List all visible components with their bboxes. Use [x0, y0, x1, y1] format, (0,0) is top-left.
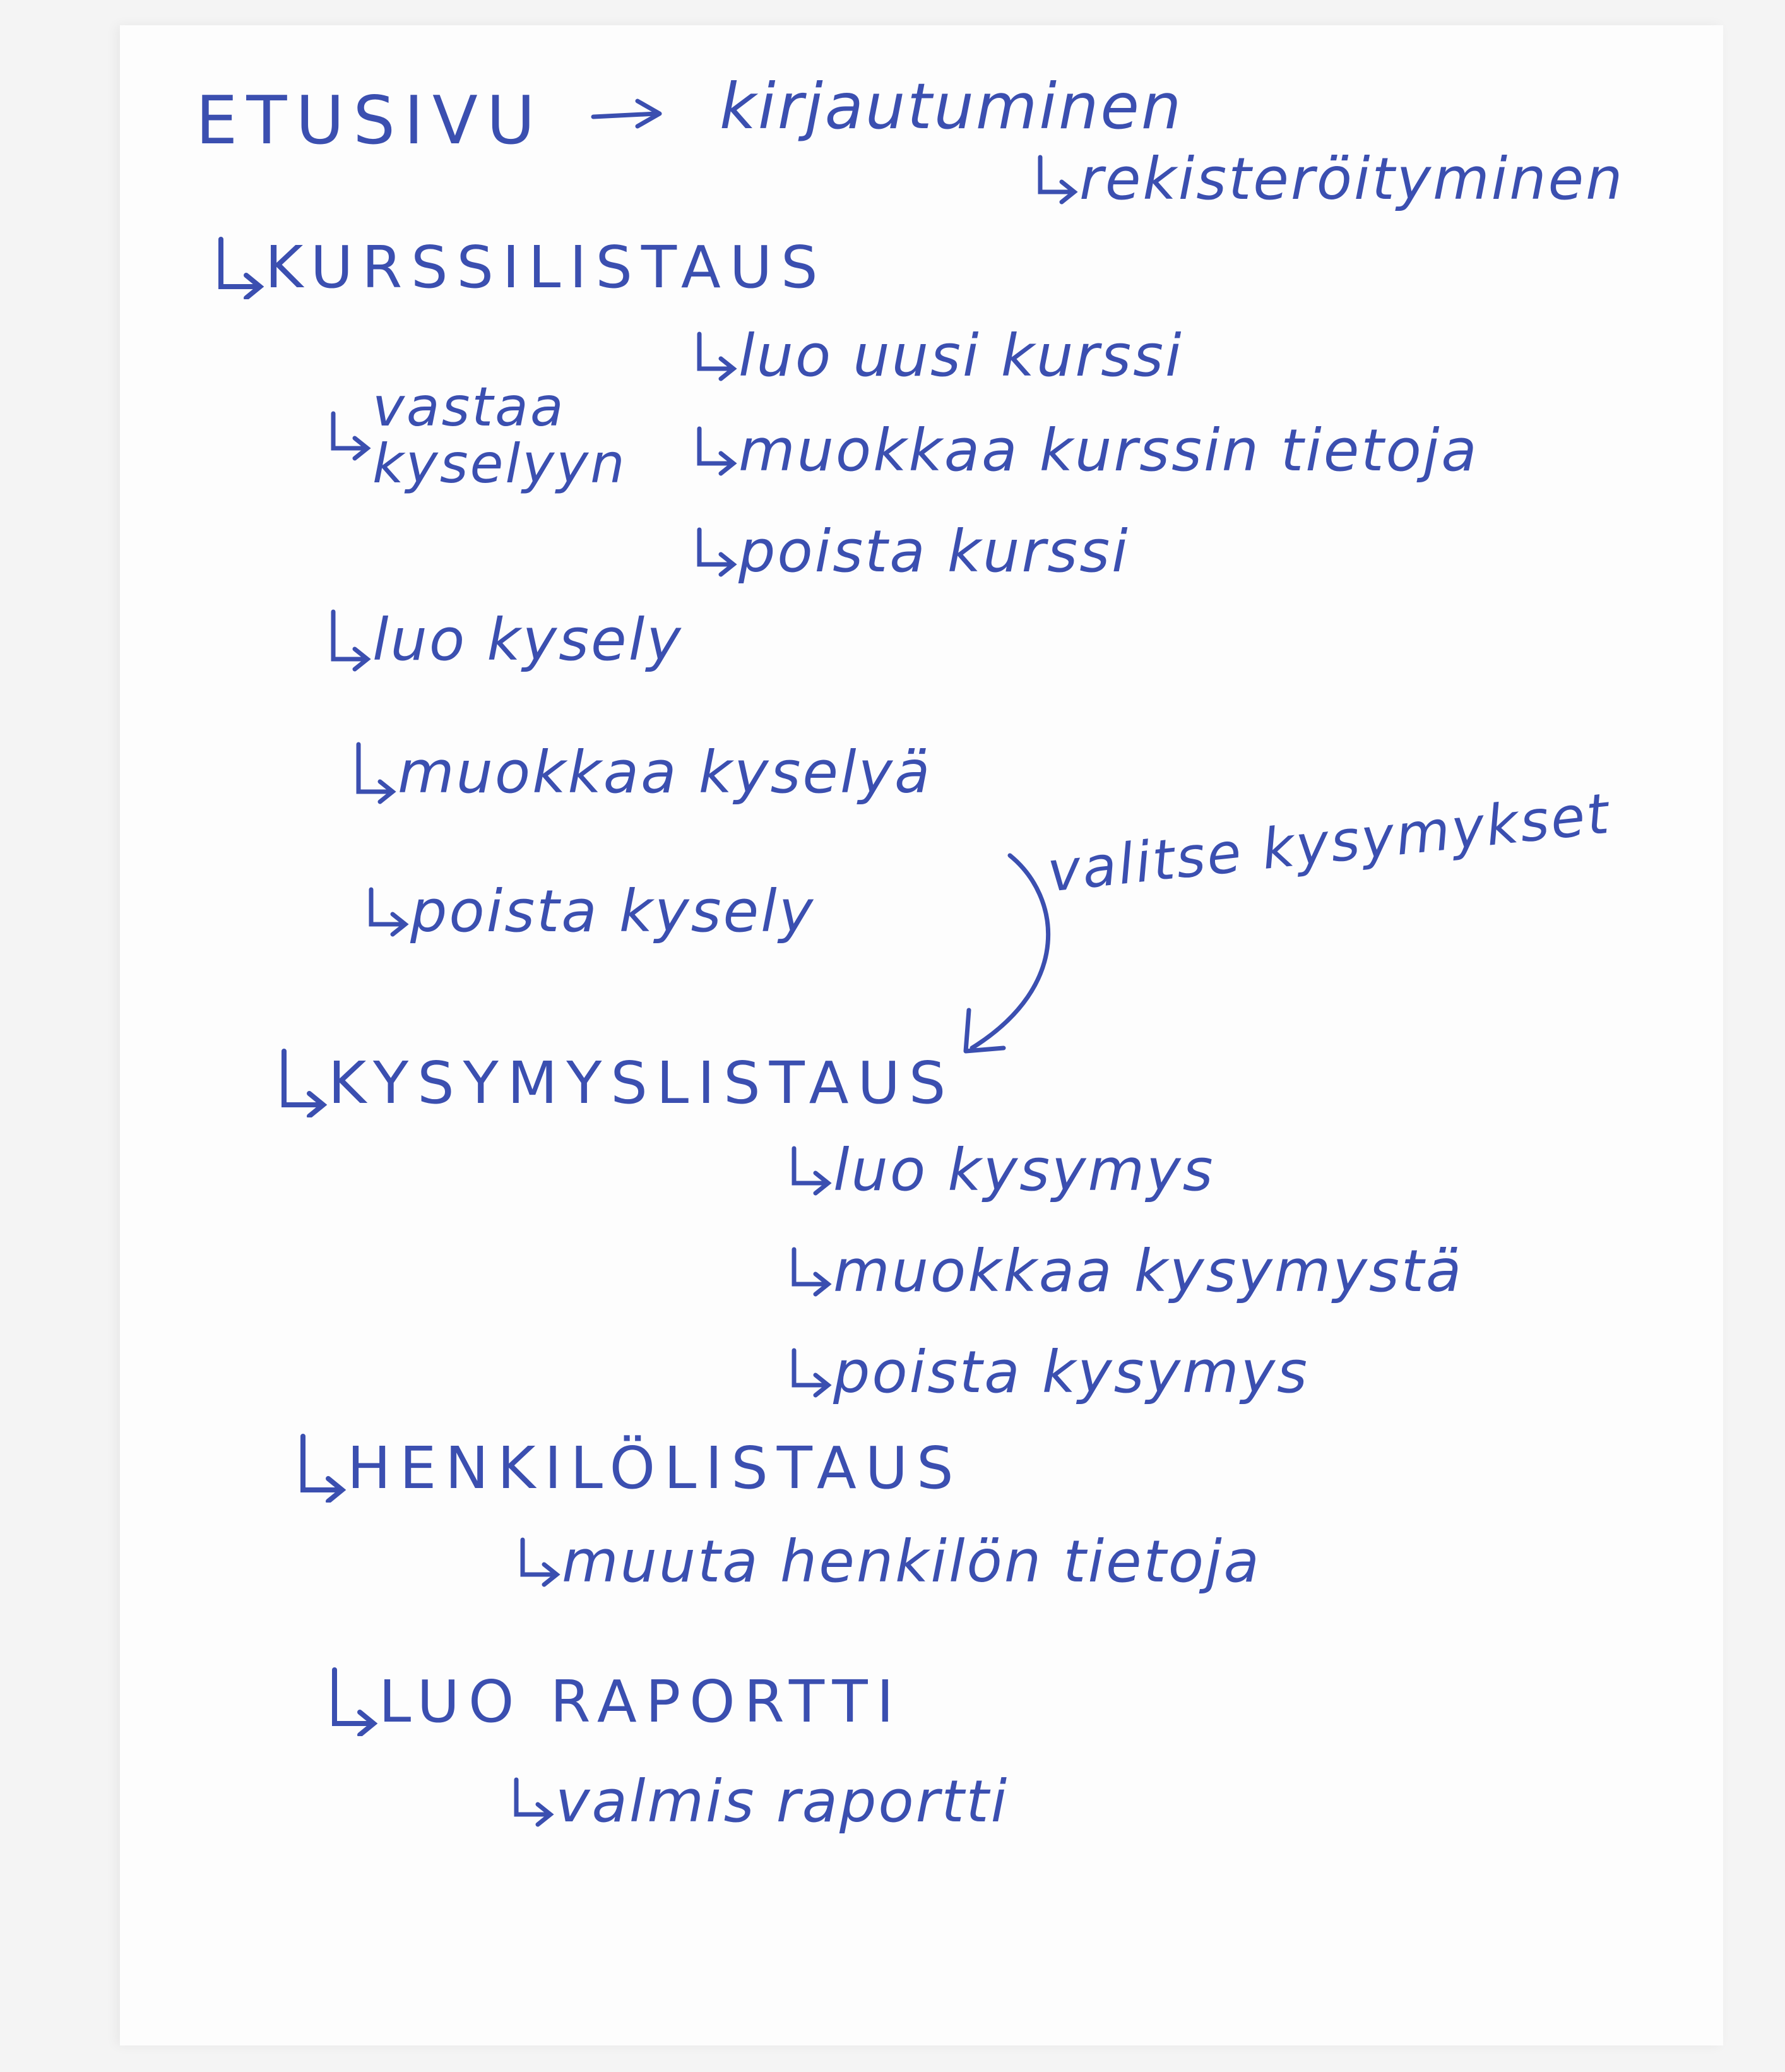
child-label: vastaa kyselyyn [372, 376, 627, 496]
child-label: poista kysely [410, 878, 815, 945]
root-label: ETUSIVU [196, 82, 544, 159]
branch-label: HENKILÖLISTAUS [347, 1434, 963, 1502]
branch-arrow-icon [328, 410, 372, 461]
kysymys-child-2 [789, 1237, 1463, 1305]
child-label: muokkaa kysymystä [833, 1237, 1464, 1305]
kurssi-left-child-1 [328, 376, 631, 496]
connector-note: valitse kysymykset [1044, 780, 1614, 905]
branch-arrow-icon [215, 236, 265, 299]
child-label: poista kurssi [738, 518, 1130, 585]
branch-arrow-icon [353, 741, 398, 804]
root-target-register: rekisteröityminen [1079, 145, 1625, 213]
kysymys-child-1 [789, 1136, 1215, 1204]
branch-arrow-icon [518, 1537, 562, 1587]
branch-label: KYSYMYSLISTAUS [328, 1049, 955, 1117]
branch-henkilolistaus [297, 1433, 963, 1503]
raportti-child-1 [511, 1768, 1009, 1835]
curve-arrow [972, 855, 1048, 1048]
child-label: valmis raportti [555, 1768, 1009, 1835]
branch-arrow-icon [366, 886, 410, 937]
kurssi-left-child-3 [353, 739, 932, 806]
child-label: muuta henkilön tietoja [562, 1528, 1261, 1595]
branch-arrow-icon [1035, 154, 1079, 205]
branch-arrow-icon [789, 1145, 833, 1196]
branch-kurssilistaus [215, 234, 827, 301]
kurssi-left-child-4 [366, 878, 815, 945]
kurssi-right-child-1 [694, 322, 1183, 390]
branch-arrow-icon [511, 1777, 555, 1827]
branch-kysymyslistaus [278, 1048, 954, 1117]
child-label: luo uusi kurssi [738, 322, 1183, 390]
branch-arrow-icon [694, 527, 738, 577]
branch-arrow-icon [278, 1048, 328, 1117]
kurssi-left-child-2 [328, 606, 683, 674]
child-label: muokkaa kurssin tietoja [738, 417, 1479, 484]
child-label: luo kysymys [833, 1136, 1215, 1204]
branch-arrow-icon [328, 1667, 379, 1736]
branch-arrow-icon [694, 331, 738, 381]
henkilo-child-1 [518, 1528, 1261, 1595]
child-label: poista kysymys [833, 1338, 1309, 1406]
root-arrow [593, 101, 660, 126]
kurssi-right-child-2 [694, 417, 1479, 484]
branch-arrow-icon [328, 609, 372, 672]
branch-luo-raportti [328, 1667, 903, 1736]
branch-arrow-icon [297, 1433, 347, 1503]
child-label: muokkaa kyselyä [398, 739, 932, 806]
branch-label: LUO RAPORTTI [379, 1667, 903, 1736]
branch-arrow-icon [694, 426, 738, 476]
kurssi-right-child-3 [694, 518, 1130, 585]
branch-arrow-icon [789, 1246, 833, 1297]
branch-arrow-icon [789, 1347, 833, 1398]
kysymys-child-3 [789, 1338, 1309, 1406]
root-target-login: kirjautuminen [720, 69, 1183, 143]
child-label: luo kysely [372, 606, 683, 674]
branch-label: KURSSILISTAUS [265, 234, 827, 301]
root-target-register-node [1035, 145, 1624, 213]
